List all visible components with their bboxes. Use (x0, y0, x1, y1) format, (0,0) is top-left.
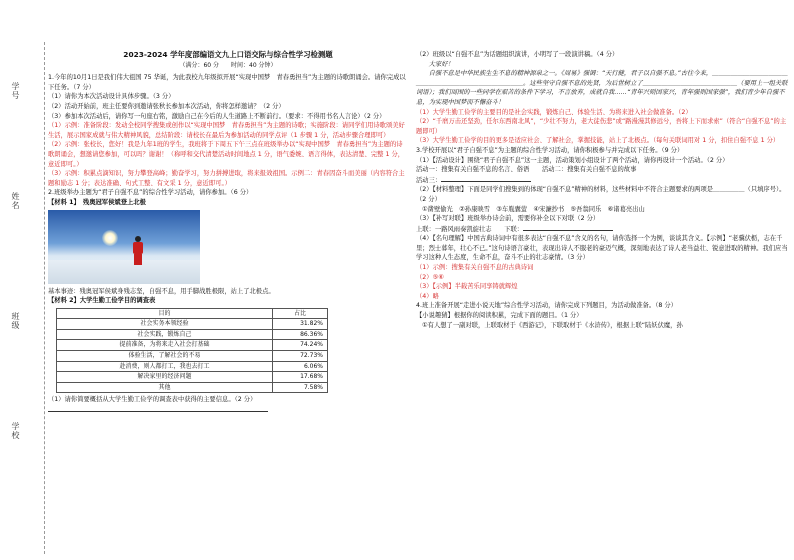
q3-task1: （1）【活动设计】围绕“君子自强不息”这一主题，活动策划小组设计了两个活动，请你再设计一个活动。（2 分） (416, 156, 729, 164)
q2-answer3: （3）大学生勤工俭学的目的更多是适应社会、了解社会，掌握技能，站上了北极点。（每句关联词用对 1 分，扣住自强不息 1 分） (416, 137, 780, 145)
table-header-purpose: 目的 (57, 308, 273, 319)
left-column (48, 42, 408, 416)
table-row: 社会实践，锻炼自己 86.36% (57, 329, 328, 340)
q3-activity3: 活动三： (416, 175, 788, 186)
q3-task2: （2）【材料整理】下面是同学们搜集到的体现“自强不息”精神的材料，这些材料中不符合主题要求的两项是＿＿＿＿＿（只填序号）。（2 分） (416, 186, 786, 203)
q2-answer2: （2）“千磨万击还坚劲，任尔东西南北风”，“少壮不努力，老大徒伤悲”或“路漫漫其修远兮，吾将上下而求索”（符合“自强不息”的主题即可） (416, 118, 787, 135)
margin-label-name: 姓名 (11, 192, 20, 210)
q1-answer3: （3）示例：积累点滴知识，努力攀登高峰；勤奋学习，努力拼搏进取，将来报效祖国。示例二：青春因奋斗而美丽（内容符合主题和励志 1 分；表达准确、句式工整、有文采 1 分，意近即可。） (48, 170, 405, 187)
exam-title: 2023-2024 学年度部编语文九上口语交际与综合性学习检测题 (123, 50, 333, 59)
table-row: 提前准备，为将来走入社会打基础 74.24% (57, 340, 328, 351)
q1-answer2: （2）示例：张校长，您好！我是九年1班的学生，我班将于下周五下午三点在班级举办以“实现中国梦 青春勇担当”为主题的诗歌朗诵会，想邀请您参加，可以吗？谢谢！（称呼和交代清楚活动时间地点 1 分，语气委婉、语言得体，表达清楚、完整 1 分，意近即可。） (48, 141, 405, 168)
q2-material2-title: 【材料 2】大学生勤工俭学目的调查表 (48, 297, 156, 305)
q3-answer2: （2）⑤⑥ (416, 273, 444, 281)
activity3-blank[interactable] (441, 175, 531, 182)
q3-activities: 活动一：搜集有关自强不息的名言、俗语 活动二：搜集有关自强不息的故事 (416, 166, 637, 174)
answer-line[interactable] (48, 405, 408, 416)
q3-answer3: （3）【示例】半载苦乐同享铸就辉煌 (416, 283, 518, 291)
sun-glare (102, 230, 118, 246)
survey-table (56, 308, 328, 394)
q2-photo-caption: 基本事迹：残奥冠军侯斌身残志坚，自强不息，用手脚战胜极限，站上了北极点。 (48, 287, 275, 295)
couplet-lower-blank[interactable] (523, 224, 613, 231)
q4-intro: 4.班上准备开展“走进小说天地”综合性学习活动，请你完成下列题目，为活动做准备。（8 分） (416, 302, 677, 310)
exam-sheet (4, 42, 790, 554)
table-row: 社会实务本领经验 31.82% (57, 319, 328, 330)
q3-intro: 3.学校开展以“君子自强不息”为主题的综合性学习活动，请你积极参与并完成以下任务。（9 分） (416, 146, 684, 154)
table-header-row (57, 308, 328, 319)
q2-intro: 2.班级举办主题为“君子自强不息”的综合性学习活动，请你参加。（6 分） (48, 189, 253, 197)
arctic-photo (48, 210, 200, 284)
q2-task1: （1）请你简要概括从大学生勤工俭学的调查表中获得的主要信息。（2 分） (48, 396, 257, 404)
q2-answer1: （1）大学生勤工俭学的主要目的是社会实践，锻炼自己、体验生活、为将来进入社会做准备。（2） (416, 108, 692, 116)
table-row: 体验生活，了解社会的不易 72.73% (57, 351, 328, 362)
speech-body: 自强不息是中华民族生生不息的精神源泉之一。《周易》强调：“天行健，君子以自强不息。”古往今来，＿＿＿＿＿＿＿＿＿＿＿＿＿＿＿＿＿＿＿＿＿＿＿＿＿＿＿＿＿。这些坚守自强不息的先贤，为后世树立了＿＿＿＿＿＿＿＿＿＿＿＿＿＿＿（要用上一组关联词语）；我们周围的一些同学在艰苦的条件下学习，不言放弃，成就自我……“青年兴则国家兴，青年强则国家强”，我们青少年自强不息，为实现中国梦而不懈奋斗！ (416, 70, 788, 106)
speech-salute: 大家好！ (416, 60, 454, 68)
couplet-lower: 下联： (504, 225, 524, 233)
couplet-upper: 上联：一路风雨奏凯旋壮志 (416, 225, 492, 233)
q3-options: ①凿壁偷光 ②孙康映雪 ③车胤囊萤 ④宋濂抄书 ⑤吾翁同乐 ⑥诸葛亮出山 (422, 205, 645, 213)
table-row: 赴消费，则人都打工，我也去打工 6.06% (57, 361, 328, 372)
q3-task4: （4）【名句理解】中国古典诗词中有很多表达“自强不息”含义的名句，请你选择一个为例，谈谈其含义。【示例】“老骥伏枥，志在千里；烈士暮年，壮心不已。”这句诗语言豪壮，表现出诗人不服老的豪迈气概，深刻地表达了诗人老当益壮、锐意进取的精神。我们应当学习这种人生态度，生命不息，奋斗不止的壮志豪情。（3 分） (416, 235, 788, 262)
athlete-figure (132, 236, 144, 266)
q1-task3: （3）参加本次活动后，请你写一句座右铭，激励自己在今后的人生道路上不断前行。（要求：不得用书名人言论）（2 分） (48, 112, 386, 120)
q3-couplet (416, 224, 788, 235)
q4-task1a: ①有人想了一副对联，上联取材于《西游记》，下联取材于《水浒传》，根据上联“陆妖伏魔，孙 (422, 321, 683, 329)
q2-task2: （2）班级以“自强不息”为话题组织演讲，小明写了一段演讲稿。（4 分） (416, 51, 619, 58)
q1-answer1: （1）示例：准备阶段：发动全校同学搜集或创作以“实现中国梦 青春勇担当”为主题的诗歌；实施阶段：请同学们用诗歌颂美好生活，展示国家成就与伟大精神风貌，总结阶段：请校长在最后为参加活动的同学点评（1 步骤 1 分，活动步骤合理即可） (48, 122, 405, 139)
q3-task3: （3）【补写对联】班级举办诗会前，需要你补全以下对联（2 分） (416, 215, 600, 223)
binding-margin (4, 42, 45, 554)
q3-answer4: （4）略 (416, 292, 439, 300)
table-row: 其他 7.58% (57, 382, 328, 393)
margin-label-class: 班级 (11, 312, 20, 330)
table-header-ratio: 占比 (273, 308, 328, 319)
margin-label-id: 学号 (11, 82, 20, 100)
right-column (416, 42, 788, 330)
q1-task2: （2）活动开始前，班主任要你到邀请张秋长参加本次活动，你将怎样邀请？（2 分） (48, 102, 285, 110)
q1-task1: （1）请你为本次活动设计具体步骤。（3 分） (48, 93, 175, 101)
q1-intro: 1.今年的10月1日是我们伟大祖国 75 华诞，为此我校九年级拟开展“实现中国梦 青春勇担当”为主题的诗歌朗诵会。请你完成以下任务。（7 分） (48, 74, 406, 91)
q4-task1: 【小说趣猜】根据你的阅读积累，完成下面的题目。（1 分） (416, 312, 583, 320)
q2-material1-title: 【材料 1】 残奥冠军侯斌登上北极 (48, 198, 146, 206)
q3-answer1: （1）示例：搜集有关自强不息的古典诗词 (416, 264, 534, 272)
snowfield (48, 260, 200, 284)
margin-label-school: 学校 (11, 422, 20, 440)
table-row: 解决家里的经济问题 17.68% (57, 372, 328, 383)
exam-subtitle: （满分：60 分 时间：40 分钟） (179, 61, 277, 69)
